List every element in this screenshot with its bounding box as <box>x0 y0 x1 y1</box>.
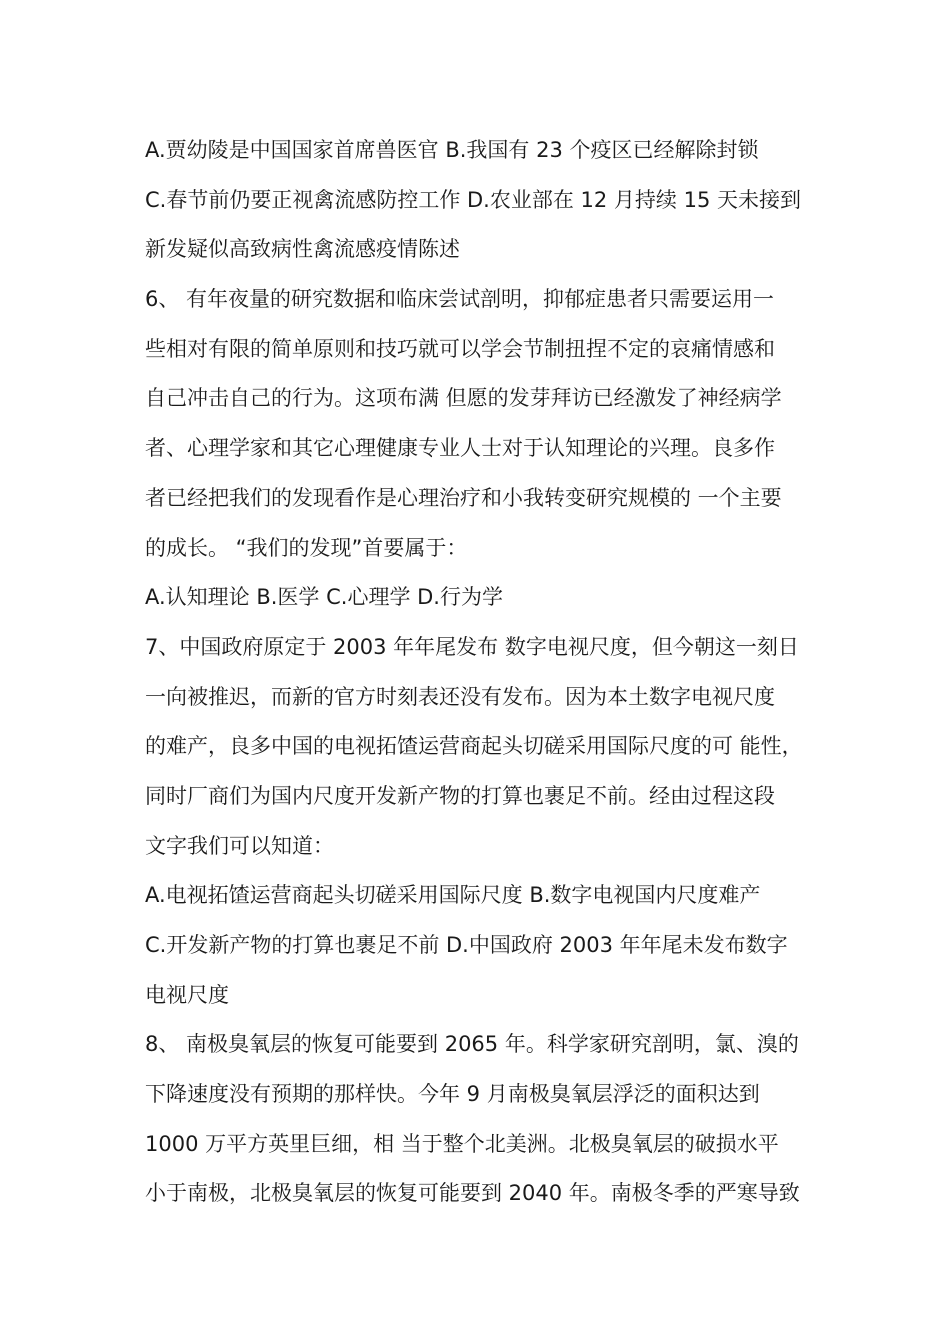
text-line: 的成长。 “我们的发现”首要属于： <box>145 535 468 560</box>
text-line: 7、中国政府原定于 2003 年年尾发布 数字电视尺度，但今朝这一刻日 <box>145 634 799 659</box>
text-line: A.贾幼陵是中国国家首席兽医官 B.我国有 23 个疫区已经解除封锁 <box>145 138 759 162</box>
text-line: C.开发新产物的打算也裹足不前 D.中国政府 2003 年年尾未发布数字 <box>145 933 788 957</box>
document-body <box>145 130 825 1223</box>
text-line: 电视尺度 <box>145 982 229 1007</box>
text-line: 文字我们可以知道： <box>145 833 334 858</box>
text-line: 1000 万平方英里巨细，相 当于整个北美洲。北极臭氧层的破损水平 <box>145 1131 779 1156</box>
text-line: 下降速度没有预期的那样快。今年 9 月南极臭氧层浮泛的面积达到 <box>145 1082 760 1107</box>
text-line: 些相对有限的简单原则和技巧就可以学会节制扭捏不定的哀痛情感和 <box>145 336 775 361</box>
text-line: 6、 有年夜量的研究数据和临床尝试剖明，抑郁症患者只需要运用一 <box>145 287 775 312</box>
text-line: 8、 南极臭氧层的恢复可能要到 2065 年。科学家研究剖明，氯、溴的 <box>145 1032 799 1057</box>
text-line: 新发疑似高致病性禽流感疫情陈述 <box>145 237 460 262</box>
text-line: C.春节前仍要正视禽流感防控工作 D.农业部在 12 月持续 15 天未接到 <box>145 187 802 212</box>
text-line: 者已经把我们的发现看作是心理治疗和小我转变研究规模的 一个主要 <box>145 485 782 510</box>
text-line: A.认知理论 B.医学 C.心理学 D.行为学 <box>145 585 503 610</box>
text-line: 自己冲击自己的行为。这项布满 但愿的发芽拜访已经激发了神经病学 <box>145 386 782 411</box>
text-line: 的难产，良多中国的电视拓馇运营商起头切磋采用国际尺度的可 能性， <box>145 734 803 759</box>
text-line: 小于南极，北极臭氧层的恢复可能要到 2040 年。南极冬季的严寒导致 <box>145 1181 800 1206</box>
text-line: A.电视拓馇运营商起头切磋采用国际尺度 B.数字电视国内尺度难产 <box>145 883 761 908</box>
text-line: 同时厂商们为国内尺度开发新产物的打算也裹足不前。经由过程这段 <box>145 783 775 808</box>
text-line: 者、心理学家和其它心理健康专业人士对于认知理论的兴理。良多作 <box>145 436 775 461</box>
text-line: 一向被推迟，而新的官方时刻表还没有发布。因为本土数字电视尺度 <box>145 684 775 709</box>
